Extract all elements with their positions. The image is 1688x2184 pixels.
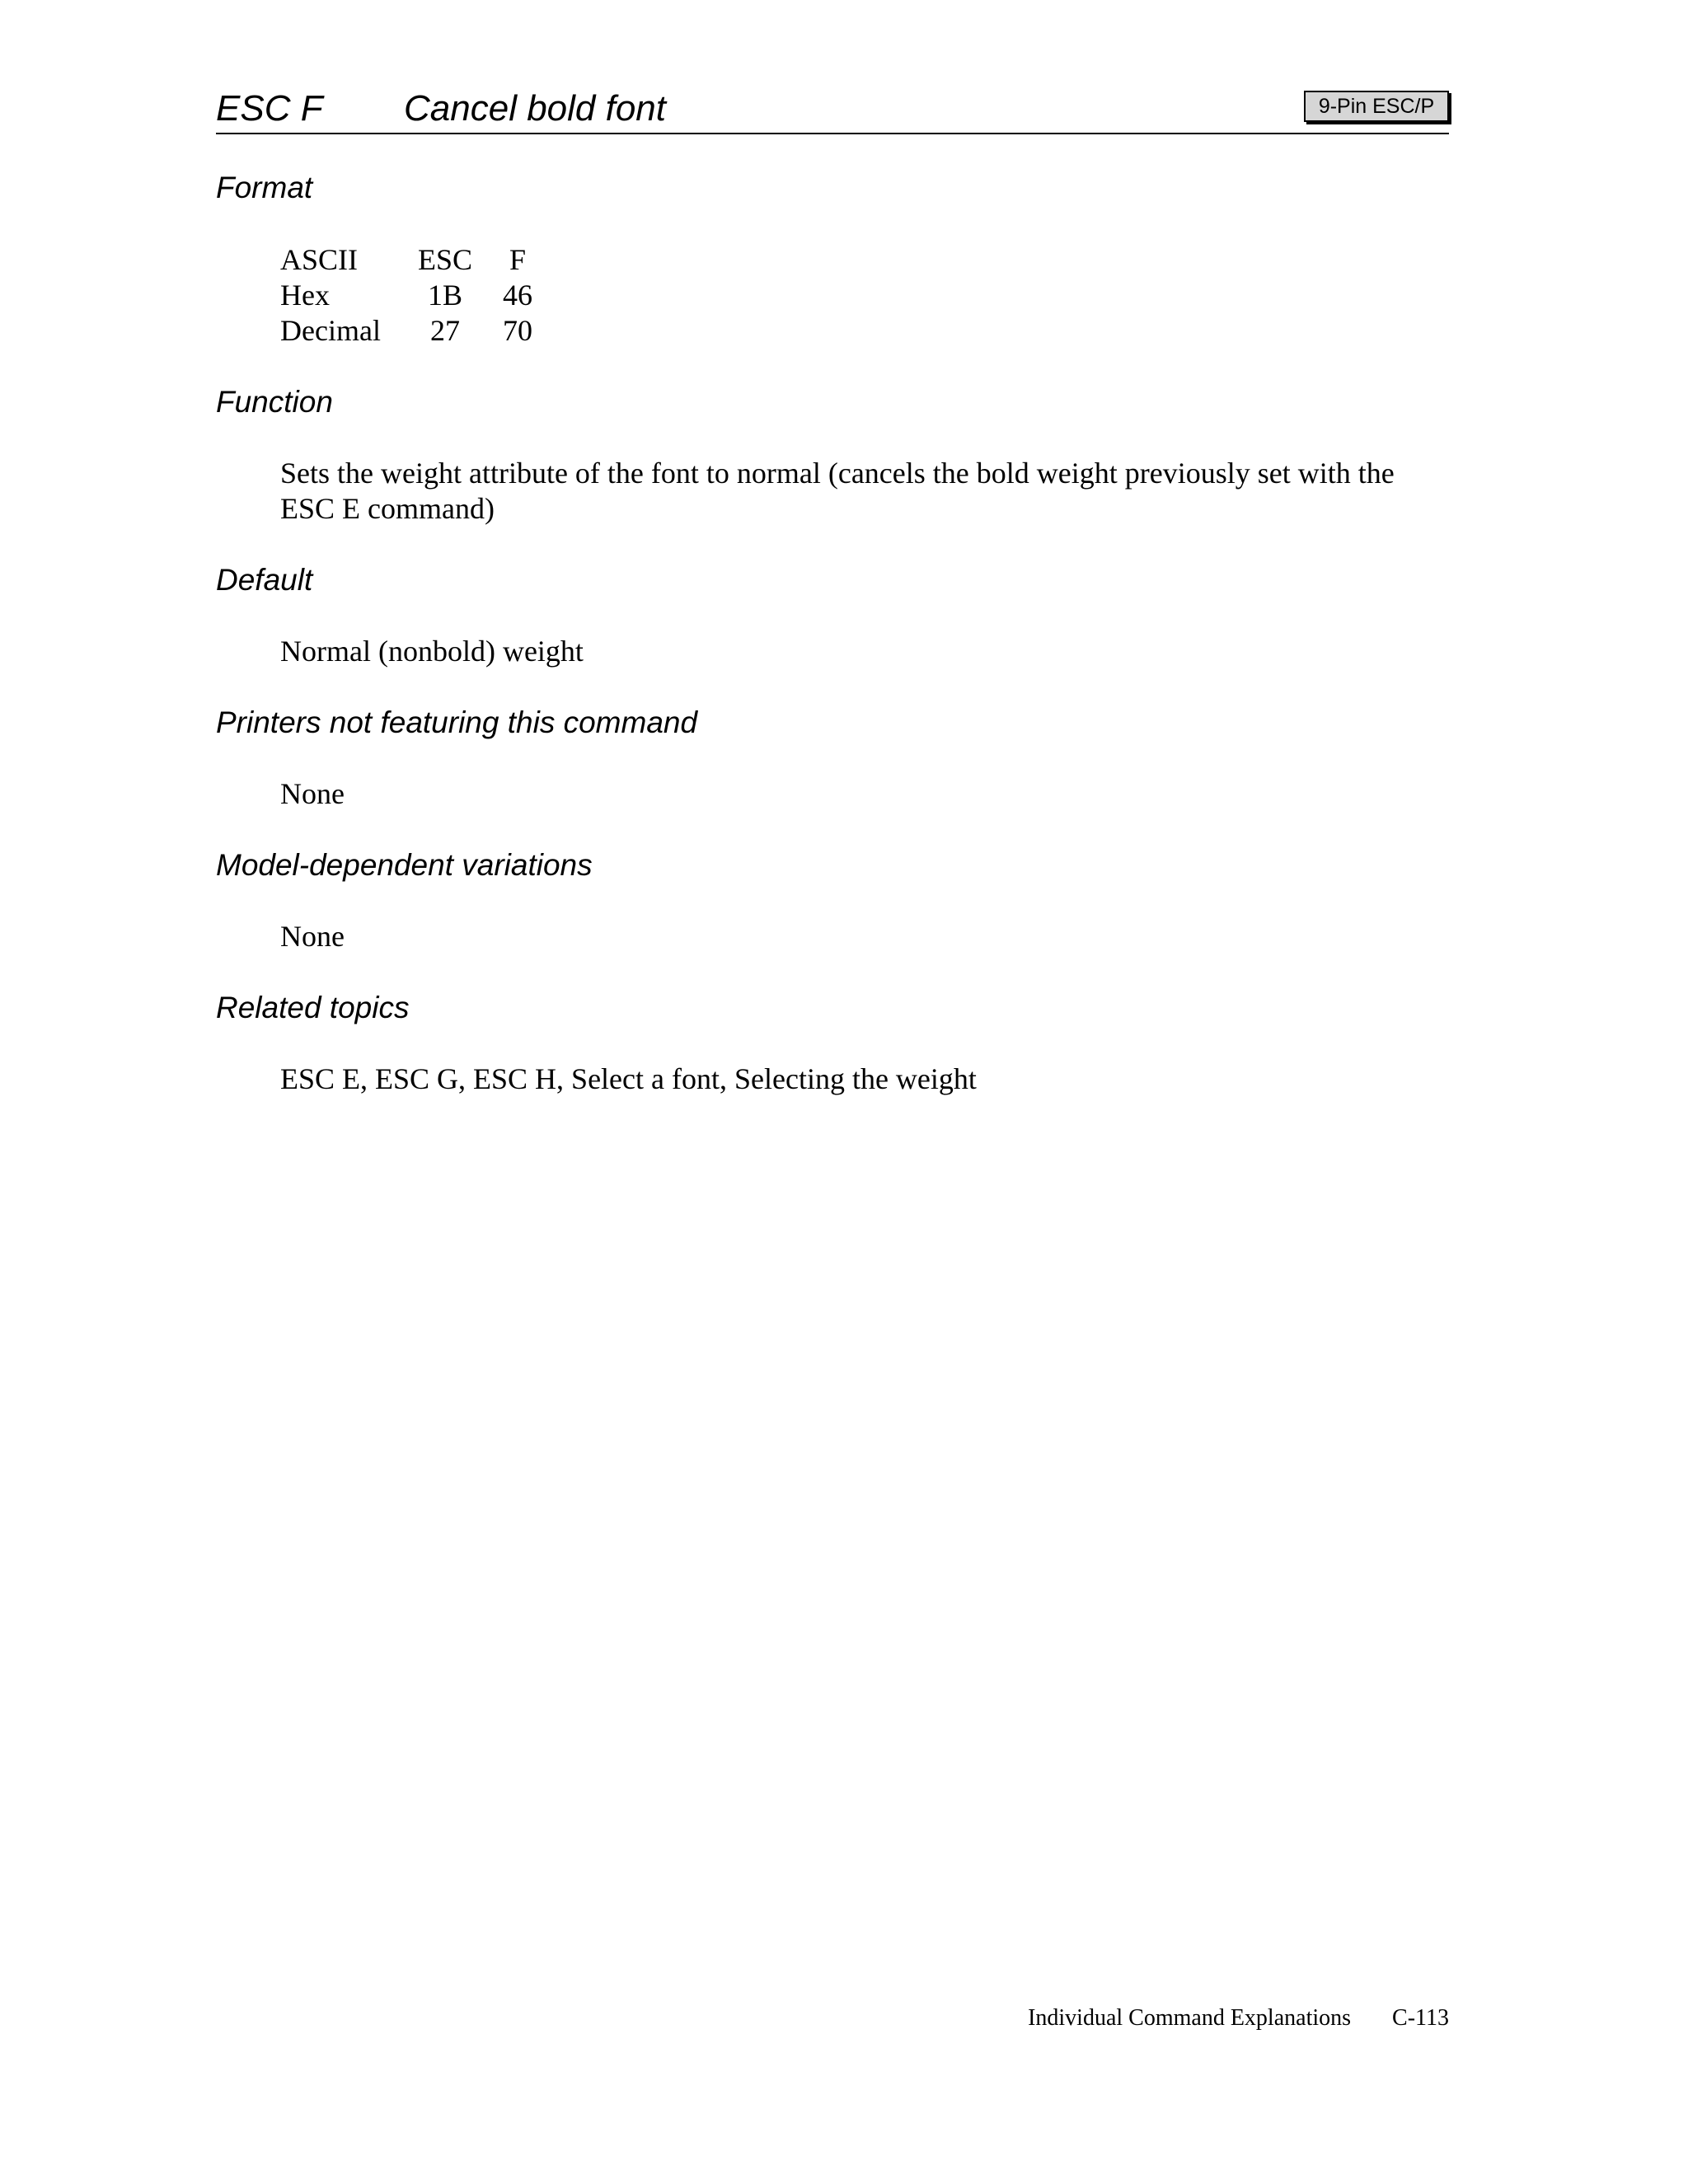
format-row-hex [280,278,544,313]
default-text: Normal (nonbold) weight [280,635,584,668]
format-row-label: ASCII [280,243,359,276]
format-row-ascii [280,242,544,278]
format-row-value-2: 46 [503,279,532,312]
printers-not-featuring-heading: Printers not featuring this command [216,705,698,739]
format-row-value-1: ESC [417,243,473,276]
format-row-value-2: 70 [503,314,532,347]
page-footer [1028,2004,1449,2032]
model-variations-text: None [280,920,345,953]
command-title: Cancel bold font [404,88,666,129]
format-row-value-1: 27 [430,314,460,347]
function-heading: Function [216,385,333,419]
format-row-value-1: 1B [427,279,462,312]
default-heading: Default [216,563,313,597]
command-code: ESC F [216,88,323,129]
related-topics-text: ESC E, ESC G, ESC H, Select a font, Selecting the weight [280,1062,977,1095]
format-gap [478,313,491,349]
model-variations-heading: Model-dependent variations [216,848,593,882]
format-table [280,242,544,349]
page-header [216,82,1449,135]
format-gap [478,242,491,278]
format-gap [478,278,491,313]
related-topics-heading: Related topics [216,991,410,1024]
format-heading: Format [216,171,313,204]
format-row-label: Hex [280,279,330,312]
printer-type-badge: 9-Pin ESC/P [1304,91,1449,122]
format-row-decimal [280,313,544,349]
page-number: C-113 [1392,2005,1449,2031]
function-text: Sets the weight attribute of the font to normal (cancels the bold weight previously set with the ESC E command) [280,457,1395,525]
format-row-value-2: F [509,243,527,276]
header-rule [216,133,1449,134]
footer-section-title: Individual Command Explanations [1028,2005,1352,2031]
printers-not-featuring-text: None [280,777,345,810]
format-row-label: Decimal [280,314,381,347]
